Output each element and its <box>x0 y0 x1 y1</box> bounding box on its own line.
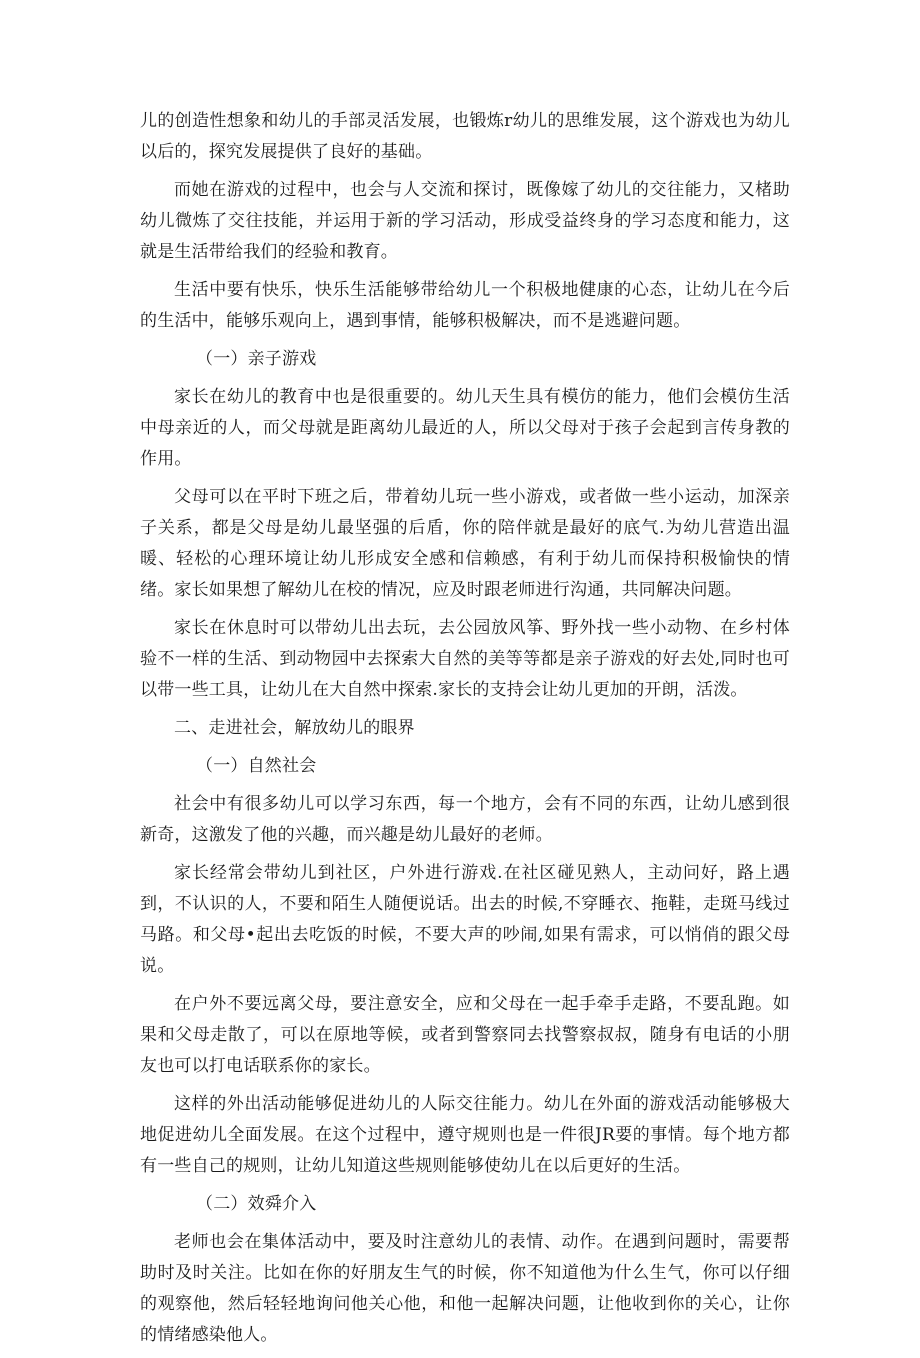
document-page <box>140 106 790 1358</box>
paragraph: 家长在休息时可以带幼儿出去玩，去公园放风筝、野外找一些小动物、在乡村体验不一样的生活、到动物园中去探索大自然的美等等都是亲子游戏的好去处,同时也可以带一些工具，让幼儿在大自然中探索.家长的支持会让幼儿更加的开朗，活泼。 <box>140 618 790 700</box>
subsection-heading: （二）效舜介入 <box>196 1194 317 1214</box>
paragraph: 这样的外出活动能够促进幼儿的人际交往能力。幼儿在外面的游戏活动能够极大地促进幼儿全面发展。在这个过程中，遵守规则也是一件很JR要的事情。每个地方都有一些自己的规则，让幼儿知道这些规则能够使幼儿在以后更好的生活。 <box>140 1094 790 1176</box>
paragraph: 社会中有很多幼儿可以学习东西，每一个地方，会有不同的东西，让幼儿感到很新奇，这激发了他的兴趣，而兴趣是幼儿最好的老师。 <box>140 794 790 845</box>
paragraph: 在户外不要远离父母，要注意安全，应和父母在一起手牵手走路，不要乱跑。如果和父母走散了，可以在原地等候，或者到警察同去找警察叔叔，随身有电话的小朋友也可以打电话联系你的家长。 <box>140 994 790 1076</box>
paragraph: 生活中要有快乐，快乐生活能够带给幼儿一个积极地健康的心态，让幼儿在今后的生活中，能够乐观向上，遇到事情，能够积极解决，而不是逃避问题。 <box>140 280 790 331</box>
section-heading: 二、走进社会，解放幼儿的眼界 <box>174 718 415 738</box>
paragraph: 老师也会在集体活动中，要及时注意幼儿的表情、动作。在遇到问题时，需要帮助时及时关注。比如在你的好朋友生气的时候，你不知道他为什么生气，你可以仔细的观察他，然后轻轻地询问他关心他，和他一起解决问题，让他收到你的关心，让你的情绪感染他人。 <box>140 1232 790 1345</box>
paragraph: 父母可以在平时下班之后，带着幼儿玩一些小游戏，或者做一些小运动，加深亲子关系，都是父母是幼儿最坚强的后盾，你的陪伴就是最好的底气.为幼儿营造出温暖、轻松的心理环境让幼儿形成安全感和信赖感，有利于幼儿而保持积极愉快的情绪。家长如果想了解幼儿在校的情况，应及时跟老师进行沟通，共同解决问题。 <box>140 487 790 600</box>
subsection-heading: （一）自然社会 <box>196 756 317 776</box>
paragraph: 家长经常会带幼儿到社区，户外进行游戏.在社区碰见熟人，主动问好，路上遇到，不认识的人，不要和陌生人随便说话。出去的时候,不穿睡衣、拖鞋，走斑马线过马路。和父母•起出去吃饭的时候，不要大声的吵闹,如果有需求，可以悄俏的跟父母说。 <box>140 863 790 976</box>
subsection-heading: （一）亲子游戏 <box>196 349 317 369</box>
paragraph: 家长在幼儿的教育中也是很重要的。幼儿天生具有模仿的能力，他们会模仿生活中母亲近的人，而父母就是距离幼儿最近的人，所以父母对于孩子会起到言传身教的作用。 <box>140 387 790 469</box>
paragraph: 而她在游戏的过程中，也会与人交流和探讨，既像嫁了幼儿的交往能力，又楮助幼儿微炼了交往技能，并运用于新的学习活动，形成受益终身的学习态度和能力，这就是生活带给我们的经验和教育。 <box>140 180 790 262</box>
paragraph-continued: 儿的创造性想象和幼儿的手部灵活发展，也锻炼r幼儿的思维发展，这个游戏也为幼儿以后的，探究发展提供了良好的基础。 <box>140 111 790 162</box>
